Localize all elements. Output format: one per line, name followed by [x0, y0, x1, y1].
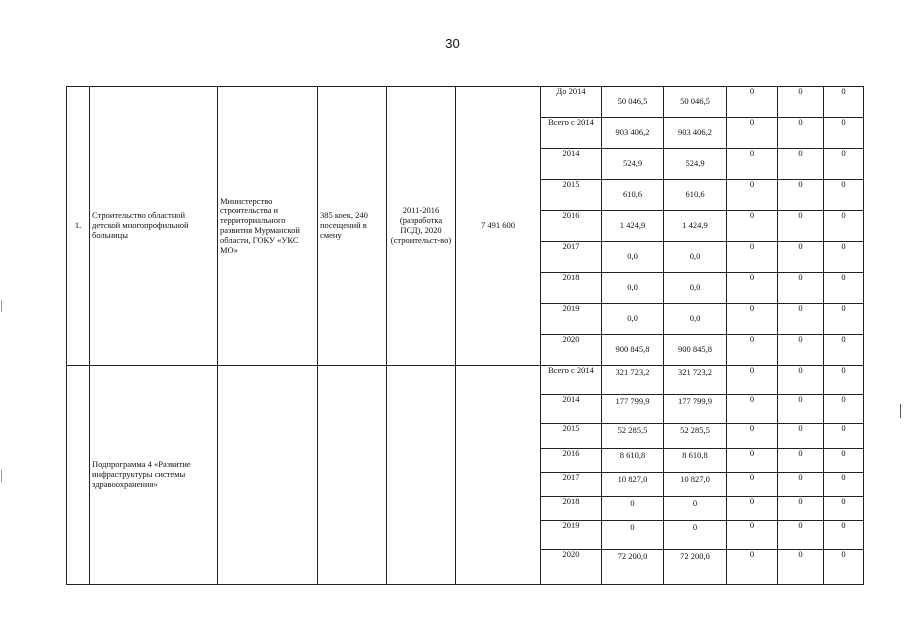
year-value-zero: 0: [727, 395, 778, 424]
scan-margin-mark: [1, 470, 2, 482]
row1-period: 2011-2016 (разработка ПСД), 2020 (строительст-во): [387, 87, 456, 366]
year-value-total: 0,0: [602, 273, 664, 304]
year-value-zero: 0: [727, 87, 778, 118]
year-value-zero: 0: [778, 273, 824, 304]
year-value-zero: 0: [727, 242, 778, 273]
year-value-zero: 0: [824, 473, 864, 497]
year-value-zero: 0: [727, 550, 778, 585]
row2-capacity-cell: [318, 366, 387, 585]
year-value-zero: 0: [778, 304, 824, 335]
year-value-zero: 0: [824, 273, 864, 304]
year-label: 2020: [541, 335, 602, 366]
year-value-zero: 0: [727, 149, 778, 180]
year-value-regional: 177 799,9: [664, 395, 727, 424]
year-value-zero: 0: [824, 211, 864, 242]
page-number: 30: [445, 36, 460, 51]
year-value-total: 903 406,2: [602, 118, 664, 149]
row1-number: 1.: [67, 87, 90, 366]
year-value-zero: 0: [824, 449, 864, 473]
year-value-total: 900 845,8: [602, 335, 664, 366]
budget-table: [66, 86, 864, 585]
year-value-zero: 0: [824, 424, 864, 449]
year-value-zero: 0: [824, 180, 864, 211]
year-value-zero: 0: [778, 87, 824, 118]
year-value-total: 0,0: [602, 304, 664, 335]
year-label: 2016: [541, 211, 602, 242]
row1-body: [67, 87, 864, 366]
year-label: 2016: [541, 449, 602, 473]
year-value-zero: 0: [727, 521, 778, 550]
row2-name: Подпрограмма 4 «Развитие инфраструктуры системы здравоохранения»: [90, 366, 218, 585]
row1-name: Строительство областной детской многопрофильной больницы: [90, 87, 218, 366]
year-value-zero: 0: [778, 180, 824, 211]
year-value-total: 52 285,5: [602, 424, 664, 449]
year-value-regional: 8 610,8: [664, 449, 727, 473]
row1-cost: 7 491 600: [456, 87, 541, 366]
year-value-total: 50 046,5: [602, 87, 664, 118]
year-value-zero: 0: [778, 242, 824, 273]
year-value-total: 72 200,0: [602, 550, 664, 585]
year-value-zero: 0: [824, 497, 864, 521]
year-label: Всего с 2014: [541, 366, 602, 395]
year-value-total: 0: [602, 521, 664, 550]
year-value-regional: 10 827,0: [664, 473, 727, 497]
year-value-zero: 0: [778, 149, 824, 180]
year-value-total: 0,0: [602, 242, 664, 273]
year-label: 2020: [541, 550, 602, 585]
row2-period-cell: [387, 366, 456, 585]
year-value-zero: 0: [778, 550, 824, 585]
row1-agency: Министерство строительства и территориального развития Мурманской области, ГОКУ «УКС МО»: [218, 87, 318, 366]
year-value-regional: 321 723,2: [664, 366, 727, 395]
year-value-zero: 0: [778, 473, 824, 497]
row2-body: [67, 366, 864, 585]
year-value-zero: 0: [824, 304, 864, 335]
year-value-zero: 0: [824, 395, 864, 424]
year-value-zero: 0: [778, 449, 824, 473]
year-label: 2014: [541, 395, 602, 424]
year-value-total: 8 610,8: [602, 449, 664, 473]
year-value-zero: 0: [727, 497, 778, 521]
year-value-zero: 0: [824, 366, 864, 395]
year-value-zero: 0: [727, 118, 778, 149]
year-value-total: 610,6: [602, 180, 664, 211]
year-value-zero: 0: [778, 366, 824, 395]
year-value-regional: 610,6: [664, 180, 727, 211]
year-value-zero: 0: [727, 211, 778, 242]
year-value-zero: 0: [778, 118, 824, 149]
year-value-regional: 50 046,5: [664, 87, 727, 118]
year-value-zero: 0: [778, 211, 824, 242]
year-value-zero: 0: [778, 424, 824, 449]
year-value-total: 321 723,2: [602, 366, 664, 395]
year-label: 2017: [541, 473, 602, 497]
year-value-zero: 0: [824, 242, 864, 273]
year-value-regional: 903 406,2: [664, 118, 727, 149]
scan-margin-mark: [900, 404, 901, 418]
year-label: 2018: [541, 273, 602, 304]
year-label: До 2014: [541, 87, 602, 118]
year-label: 2014: [541, 149, 602, 180]
year-value-zero: 0: [727, 449, 778, 473]
year-label: 2015: [541, 424, 602, 449]
year-value-total: 10 827,0: [602, 473, 664, 497]
year-value-zero: 0: [727, 366, 778, 395]
year-value-regional: 0: [664, 521, 727, 550]
year-label: 2019: [541, 521, 602, 550]
year-value-regional: 72 200,0: [664, 550, 727, 585]
year-value-zero: 0: [824, 335, 864, 366]
year-value-zero: 0: [778, 395, 824, 424]
year-value-total: 524,9: [602, 149, 664, 180]
year-label: Всего с 2014: [541, 118, 602, 149]
year-value-zero: 0: [824, 550, 864, 585]
year-value-regional: 524,9: [664, 149, 727, 180]
row2-number-cell: [67, 366, 90, 585]
year-value-regional: 0,0: [664, 273, 727, 304]
year-value-zero: 0: [824, 87, 864, 118]
year-value-zero: 0: [727, 180, 778, 211]
year-value-regional: 1 424,9: [664, 211, 727, 242]
row2-cost-cell: [456, 366, 541, 585]
year-value-zero: 0: [727, 273, 778, 304]
year-value-zero: 0: [778, 335, 824, 366]
year-value-zero: 0: [778, 497, 824, 521]
year-value-total: 1 424,9: [602, 211, 664, 242]
year-label: 2018: [541, 497, 602, 521]
year-value-regional: 0,0: [664, 242, 727, 273]
year-value-zero: 0: [727, 304, 778, 335]
year-value-zero: 0: [778, 521, 824, 550]
year-label: 2017: [541, 242, 602, 273]
year-value-zero: 0: [824, 118, 864, 149]
year-label: 2015: [541, 180, 602, 211]
scan-margin-mark: [1, 300, 2, 312]
year-label: 2019: [541, 304, 602, 335]
year-value-total: 177 799,9: [602, 395, 664, 424]
year-value-regional: 0,0: [664, 304, 727, 335]
year-value-regional: 0: [664, 497, 727, 521]
year-value-zero: 0: [824, 149, 864, 180]
row1-capacity: 385 коек, 240 посещений в смену: [318, 87, 387, 366]
year-value-zero: 0: [727, 473, 778, 497]
year-value-regional: 900 845,8: [664, 335, 727, 366]
year-value-total: 0: [602, 497, 664, 521]
row2-agency-cell: [218, 366, 318, 585]
year-value-zero: 0: [824, 521, 864, 550]
year-value-zero: 0: [727, 335, 778, 366]
year-value-zero: 0: [727, 424, 778, 449]
year-value-regional: 52 285,5: [664, 424, 727, 449]
